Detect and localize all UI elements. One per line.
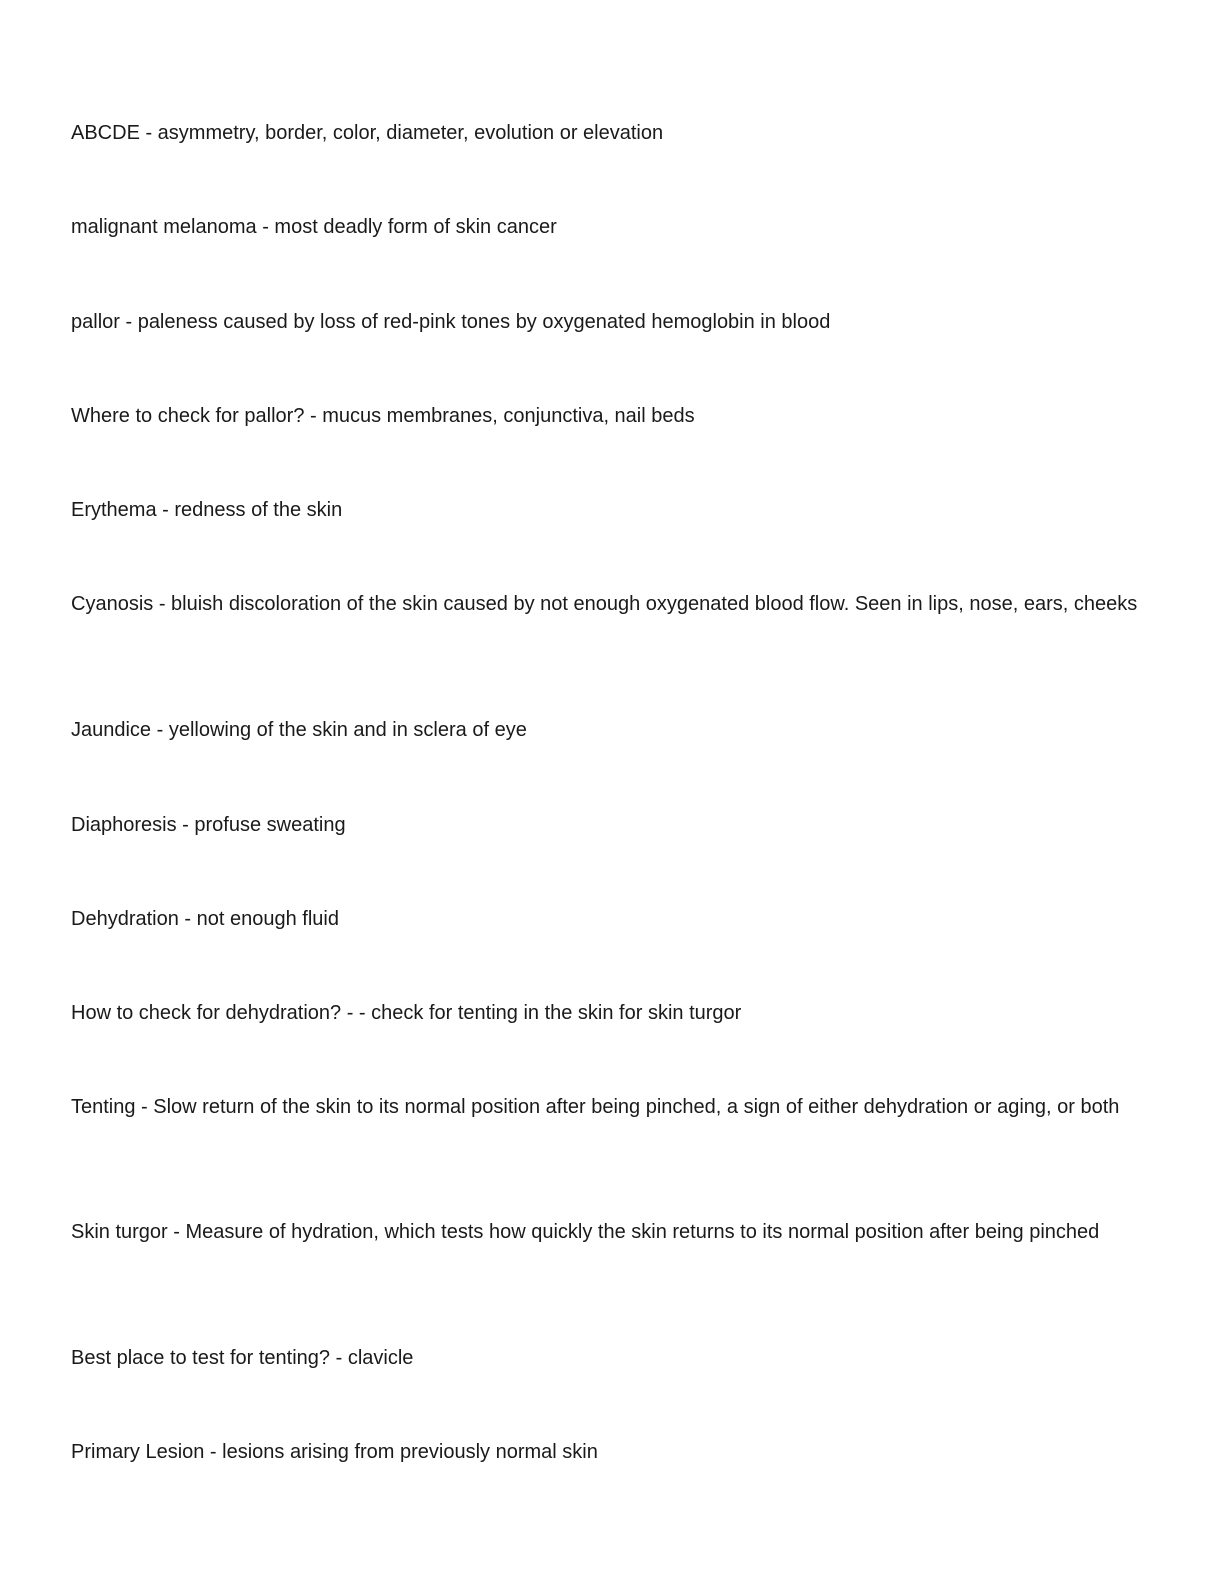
flashcard-entry: Skin turgor - Measure of hydration, which tests how quickly the skin returns to its normal position after being pinched	[71, 1221, 1100, 1243]
flashcard-entry: Dehydration - not enough fluid	[71, 908, 339, 930]
flashcard-entry: Erythema - redness of the skin	[71, 499, 343, 521]
flashcard-entry: malignant melanoma - most deadly form of skin cancer	[71, 216, 557, 238]
flashcard-entry: Diaphoresis - profuse sweating	[71, 814, 346, 836]
flashcard-entry: Best place to test for tenting? - clavicle	[71, 1347, 414, 1369]
flashcard-entry: How to check for dehydration? - - check for tenting in the skin for skin turgor	[71, 1002, 742, 1024]
flashcard-entry: Primary Lesion - lesions arising from previously normal skin	[71, 1441, 598, 1463]
flashcard-entry: pallor - paleness caused by loss of red-pink tones by oxygenated hemoglobin in blood	[71, 311, 831, 333]
flashcard-entry: Where to check for pallor? - mucus membranes, conjunctiva, nail beds	[71, 405, 695, 427]
flashcard-entry: Tenting - Slow return of the skin to its normal position after being pinched, a sign of either dehydration or aging, or both	[71, 1096, 1120, 1118]
flashcard-entry: ABCDE - asymmetry, border, color, diameter, evolution or elevation	[71, 122, 664, 144]
flashcard-entry: Cyanosis - bluish discoloration of the skin caused by not enough oxygenated blood flow. Seen in lips, nose, ears, cheeks	[71, 593, 1138, 615]
flashcard-entry: Jaundice - yellowing of the skin and in sclera of eye	[71, 719, 527, 741]
